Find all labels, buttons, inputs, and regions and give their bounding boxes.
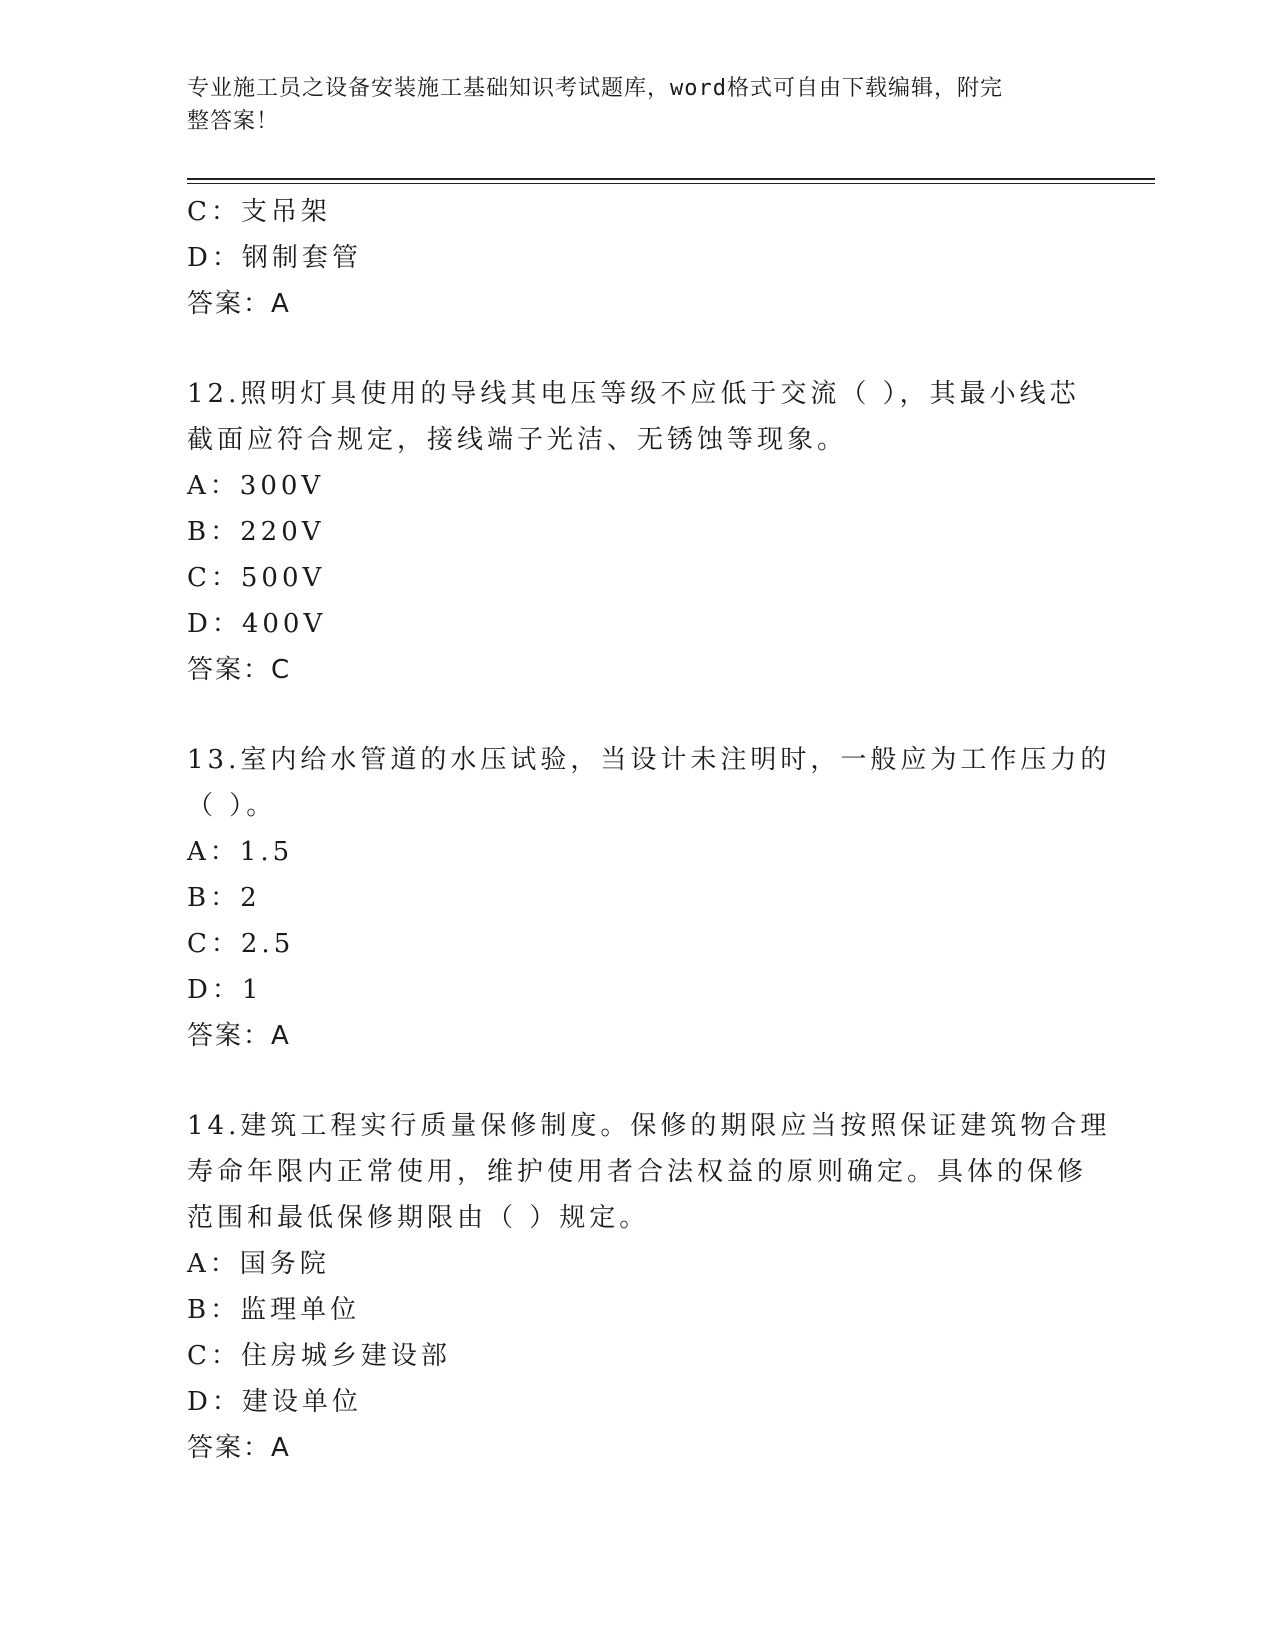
option-c: C：500V: [187, 563, 326, 593]
option-c: C：支吊架: [187, 197, 331, 227]
answer-line: 答案：A: [187, 1433, 291, 1463]
carryover-question: [187, 189, 1087, 327]
header-line-1: 专业施工员之设备安装施工基础知识考试题库，word格式可自由下载编辑，附完: [187, 76, 1003, 101]
option-d: D：钢制套管: [187, 243, 362, 273]
option-d: D：建设单位: [187, 1387, 362, 1417]
answer-line: 答案：C: [187, 655, 292, 685]
option-a: A：300V: [187, 471, 325, 501]
question-text-line: （ ）。: [187, 791, 277, 821]
answer-line: 答案：A: [187, 1021, 291, 1051]
option-a: A：1.5: [187, 837, 294, 867]
option-d: D：400V: [187, 609, 327, 639]
option-b: B：2: [187, 883, 261, 913]
option-a: A：国务院: [187, 1249, 330, 1279]
header-divider-thin: [187, 183, 1155, 184]
question-12: [187, 371, 1087, 693]
option-b: B：监理单位: [187, 1295, 361, 1325]
question-text-line: 13.室内给水管道的水压试验，当设计未注明时，一般应为工作压力的: [187, 745, 1111, 775]
option-d: D：1: [187, 975, 263, 1005]
question-list: [187, 189, 1111, 1471]
question-text-line: 12.照明灯具使用的导线其电压等级不应低于交流（ ），其最小线芯: [187, 379, 1080, 409]
question-text-line: 截面应符合规定，接线端子光洁、无锈蚀等现象。: [187, 425, 848, 455]
option-b: B：220V: [187, 517, 325, 547]
question-14: [187, 1103, 1111, 1471]
header-line-2: 整答案！: [187, 109, 280, 134]
answer-line: 答案：A: [187, 289, 291, 319]
question-13: [187, 737, 1111, 1059]
header-divider-thick: [187, 178, 1155, 180]
question-text-line: 14.建筑工程实行质量保修制度。保修的期限应当按照保证建筑物合理: [187, 1111, 1111, 1141]
option-c: C：2.5: [187, 929, 295, 959]
question-text-line: 范围和最低保修期限由（ ）规定。: [187, 1203, 650, 1233]
option-c: C：住房城乡建设部: [187, 1341, 451, 1371]
document-header: [187, 72, 1087, 138]
question-text-line: 寿命年限内正常使用，维护使用者合法权益的原则确定。具体的保修: [187, 1157, 1088, 1187]
